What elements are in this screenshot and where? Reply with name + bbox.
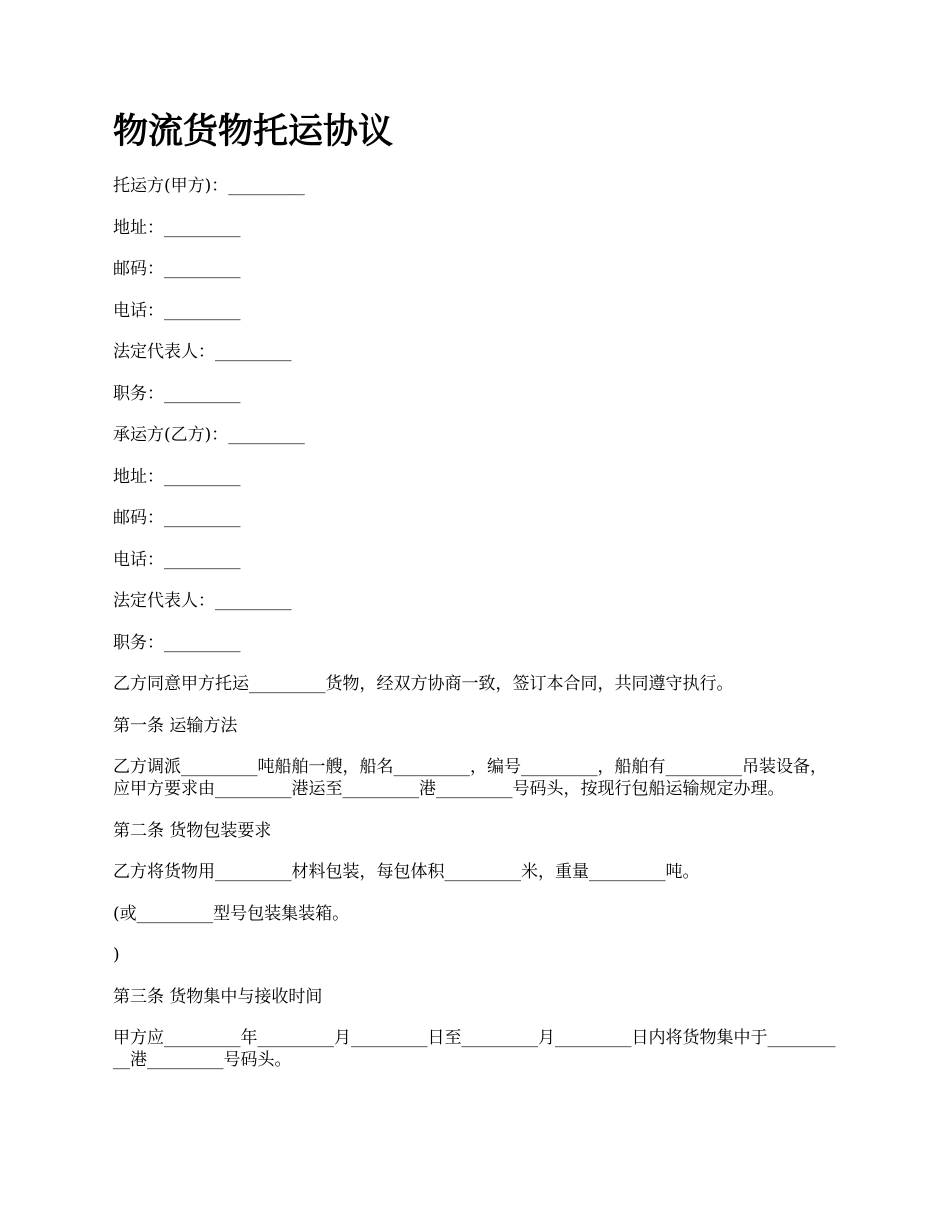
article-2-heading: 第二条 货物包装要求 <box>113 820 272 841</box>
carrier-party-line: 承运方(乙方)：_________ <box>113 425 305 445</box>
article-1-heading: 第一条 运输方法 <box>113 715 238 736</box>
agreement-intro-paragraph: 乙方同意甲方托运_________货物，经双方协商一致，签订本合同，共同遵守执行。 <box>113 674 734 694</box>
carrier-phone-line: 电话：_________ <box>113 549 241 570</box>
carrier-legal-rep-line: 法定代表人：_________ <box>113 591 292 611</box>
article-1-body: 乙方调派_________吨船舶一艘，船名_________，编号_________，船舶有_________吊装设备，应甲方要求由_________港运至_________港_________号码头，按现行包船运输规定办理。 <box>113 757 827 799</box>
shipper-address-line: 地址：_________ <box>113 217 241 238</box>
shipper-legal-rep-line: 法定代表人：_________ <box>113 342 292 362</box>
shipper-party-line: 托运方(甲方)：_________ <box>113 176 305 196</box>
carrier-address-line: 地址：_________ <box>113 466 241 487</box>
carrier-position-line: 职务：_________ <box>113 632 241 653</box>
shipper-phone-line: 电话：_________ <box>113 300 241 321</box>
document-title: 物流货物托运协议 <box>113 111 394 152</box>
shipper-position-line: 职务：_________ <box>113 383 241 404</box>
shipper-postcode-line: 邮码：_________ <box>113 259 241 279</box>
article-2-body: 乙方将货物用_________材料包装，每包体积_________米，重量_________吨。 <box>113 862 700 882</box>
document-page <box>113 108 840 1091</box>
article-3-body: 甲方应_________年_________月_________日至_________月_________日内将货物集中于__________港_________号码头。 <box>113 1028 836 1070</box>
article-2-container-option: (或_________型号包装集装箱。 <box>113 903 350 924</box>
article-3-heading: 第三条 货物集中与接收时间 <box>113 986 323 1007</box>
article-2-closing-paren: ) <box>113 945 120 965</box>
carrier-postcode-line: 邮码：_________ <box>113 508 241 528</box>
